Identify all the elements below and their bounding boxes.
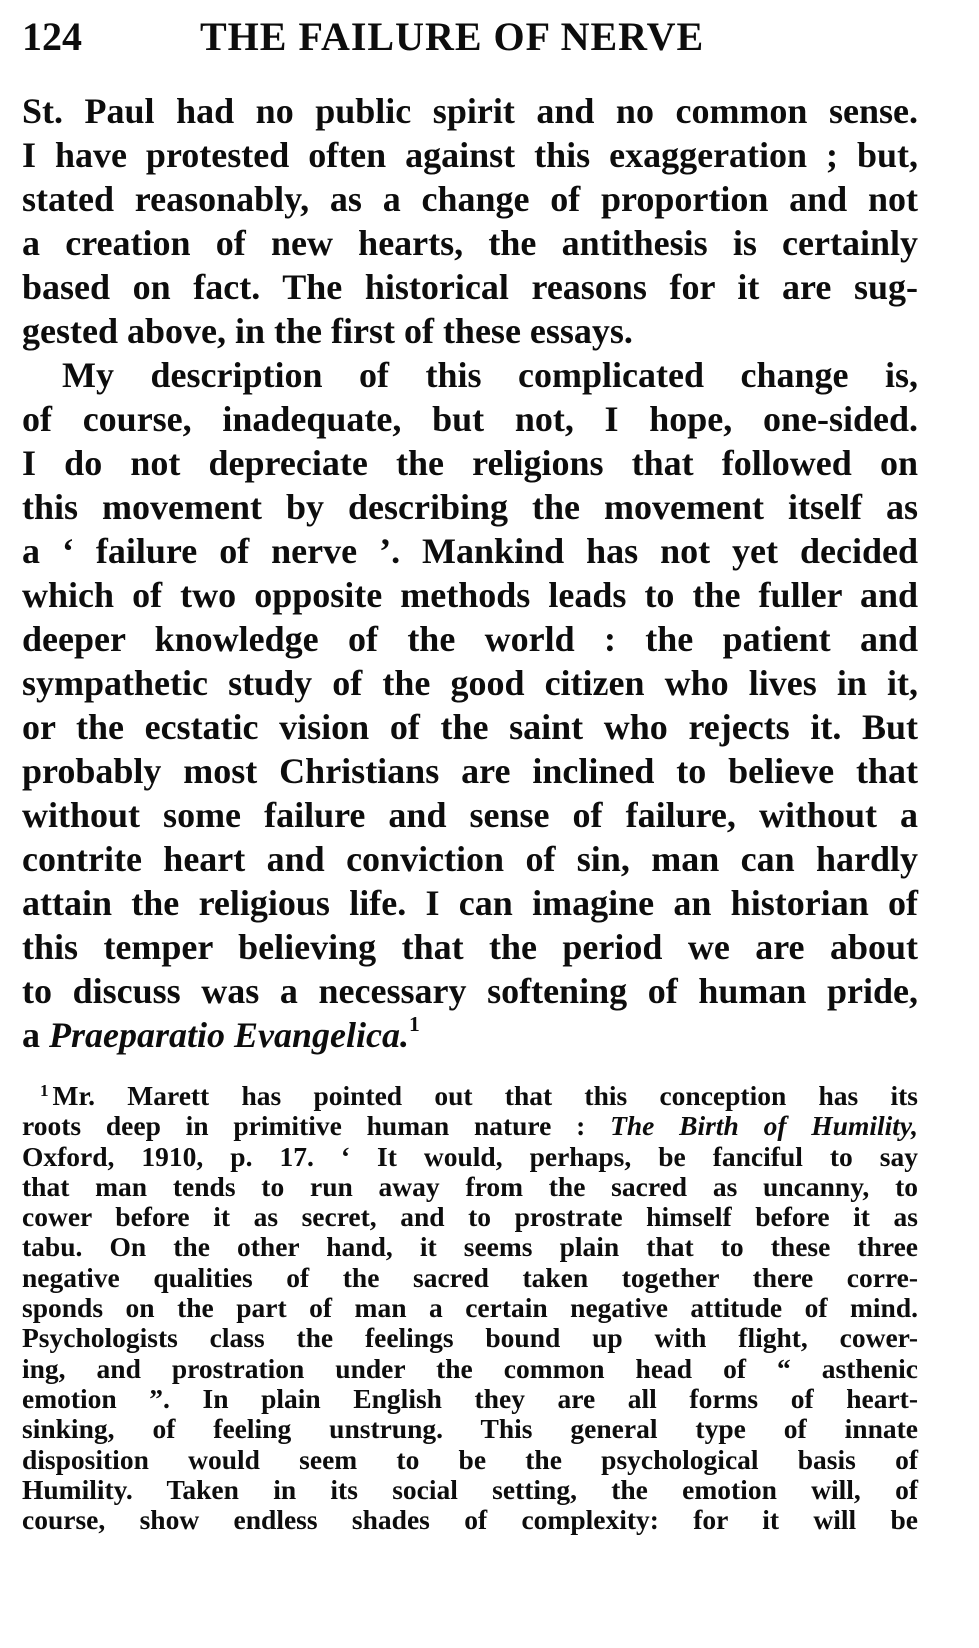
footnote-line: sponds on the part of man a certain negative attitude of mind. [22, 1292, 918, 1324]
body-line: or the ecstatic vision of the saint who rejects it. But [22, 707, 918, 747]
body-line: which of two opposite methods leads to the fuller and [22, 575, 918, 615]
book-title-italic: Praeparatio Evangelica. [49, 1015, 409, 1055]
footnote [22, 1081, 918, 1535]
page-header [22, 12, 922, 62]
body-line: contrite heart and conviction of sin, man can hardly [22, 839, 918, 879]
footnote-line: negative qualities of the sacred taken together there corre- [22, 1261, 918, 1293]
footnote-line [22, 1081, 918, 1111]
footnote-title-italic: The Birth of Humility, [610, 1110, 918, 1142]
page-number: 124 [22, 14, 82, 59]
body-line: I do not depreciate the religions that followed on [22, 443, 918, 483]
body-line: a creation of new hearts, the antithesis is certainly [22, 223, 918, 263]
body-line: St. Paul had no public spirit and no common sense. [22, 91, 918, 131]
body-text [22, 89, 918, 1057]
footnote-line-prefix: roots deep in primitive human nature : [22, 1110, 611, 1142]
footnote-line: Humility. Taken in its social setting, the emotion will, of [22, 1473, 918, 1505]
body-line: without some failure and sense of failure, without a [22, 795, 918, 835]
body-final-line [22, 1013, 918, 1057]
body-line: My description of this complicated change is, [62, 355, 918, 395]
footnote-reference: 1 [408, 1011, 420, 1036]
body-line: gested above, in the first of these essays. [22, 311, 633, 351]
footnote-line: course, show endless shades of complexity: for it will be [22, 1504, 918, 1536]
body-line: a ‘ failure of nerve ’. Mankind has not yet decided [22, 531, 918, 571]
footnote-marker: 1 [40, 1080, 49, 1100]
footnote-line: ing, and prostration under the common head of “ asthenic [22, 1352, 918, 1384]
body-line: based on fact. The historical reasons for it are sug- [22, 267, 918, 307]
footnote-line: disposition would seem to be the psychological basis of [22, 1443, 918, 1475]
body-line: I have protested often against this exaggeration ; but, [22, 135, 918, 175]
footnote-line: cower before it as secret, and to prostrate himself before it as [22, 1201, 918, 1233]
running-head: THE FAILURE OF NERVE [200, 14, 705, 59]
body-line: probably most Christians are inclined to believe that [22, 751, 918, 791]
footnote-line: emotion ”. In plain English they are all forms of heart- [22, 1382, 918, 1414]
footnote-line-text: Mr. Marett has pointed out that this conception has its [52, 1080, 918, 1111]
footnote-line: tabu. On the other hand, it seems plain that to these three [22, 1231, 918, 1263]
final-line-prefix: a [22, 1015, 49, 1055]
footnote-line [22, 1111, 918, 1141]
footnote-line: that man tends to run away from the sacred as uncanny, to [22, 1170, 918, 1202]
footnote-line: Oxford, 1910, p. 17. ‘ It would, perhaps, be fanciful to say [22, 1140, 918, 1172]
body-line: to discuss was a necessary softening of human pride, [22, 971, 918, 1011]
body-line: deeper knowledge of the world : the patient and [22, 619, 918, 659]
body-line: this temper believing that the period we are about [22, 927, 918, 967]
body-line: attain the religious life. I can imagine an historian of [22, 883, 918, 923]
body-line: this movement by describing the movement itself as [22, 487, 918, 527]
body-line: of course, inadequate, but not, I hope, one-sided. [22, 399, 918, 439]
footnote-line: Psychologists class the feelings bound up with flight, cower- [22, 1322, 918, 1354]
body-line: sympathetic study of the good citizen who lives in it, [22, 663, 918, 703]
footnote-line: sinking, of feeling unstrung. This general type of innate [22, 1413, 918, 1445]
body-line: stated reasonably, as a change of proportion and not [22, 179, 918, 219]
